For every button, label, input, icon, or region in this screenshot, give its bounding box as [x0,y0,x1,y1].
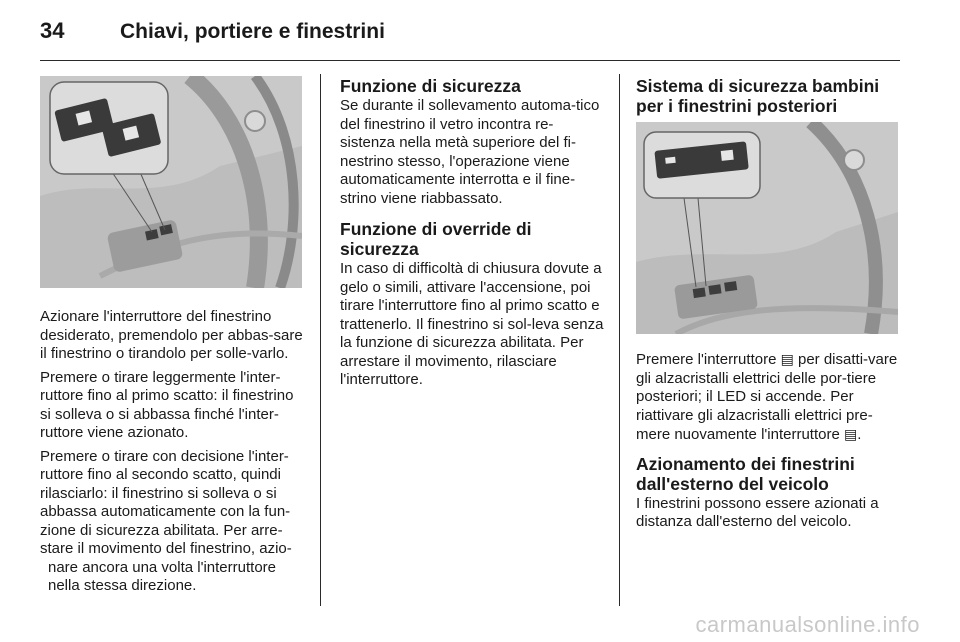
paragraph: I finestrini possono essere azionati a distanza dall'esterno del veicolo. [636,494,879,530]
chapter-title: Chiavi, portiere e finestrini [120,20,385,43]
child-lock-icon: ▤ [780,351,794,367]
text-line: abbassa automaticamente con la fun- [40,503,291,520]
text-line: stare il movimento del finestrino, azio- [40,540,292,557]
text-line: nare ancora una volta l'interruttore [48,558,276,576]
section-heading: Funzione di sicurezza [340,76,521,96]
text-span: Premere l'interruttore [636,351,781,368]
column-divider [619,74,620,606]
paragraph [40,448,305,596]
watermark: carmanualsonline.info [695,612,920,637]
section-heading: Funzione di override di sicurezza [340,219,532,259]
page-header [40,18,385,48]
paragraph: Azionare l'interruttore del finestrino desiderato, premendolo per abbas-sare il finestrino o tirandolo per solle-varlo. [40,308,303,362]
section-heading: Azionamento dei finestrini dall'esterno del veicolo [636,453,855,494]
page-number: 34 [40,18,65,43]
paragraph: In caso di difficoltà di chiusura dovute a gelo o simili, attivare l'accensione, poi tirare l'interruttore fino al primo scatto e trattenerlo. Il finestrino si sol-leva senza la funzione di sicurezza abilitata. Per arrestare il movimento, rilasciare l'interruttore. [340,260,604,388]
text-line: zione di sicurezza abilitata. Per arre- [40,521,283,539]
child-lock-switch-illustration [636,122,898,334]
column-2 [340,76,605,395]
section-heading: Sistema di sicurezza bambini per i finestrini posteriori [636,76,880,116]
text-line: ruttore fino al secondo scatto, quindi [40,466,281,483]
text-span: . [857,426,862,443]
child-lock-icon: ▤ [843,426,858,442]
column-1 [40,76,305,601]
paragraph: Se durante il sollevamento automa-tico del finestrino il vetro incontra re-sistenza nella metà superiore del fi-nestrino stesso, l'operazione viene automaticamente interrotta e il fine-strino viene riabbassato. [340,97,600,207]
paragraph [636,350,901,445]
column-3 [636,76,901,537]
door-switch-illustration [40,76,302,288]
text-line: rilasciarlo: il finestrino si solleva o si [40,484,277,502]
paragraph: Premere o tirare leggermente l'inter-ruttore fino al primo scatto: il finestrino si solleva o si abbassa finché l'inter-ruttore viene azionato. [40,368,294,441]
column-divider [320,74,321,606]
text-line: nella stessa direzione. [48,577,197,594]
header-rule [40,60,900,61]
text-line: Premere o tirare con decisione l'inter- [40,447,289,465]
text-span: per disatti-vare gli alzacristalli elettrici delle por-tiere posteriori; il LED si accende. Per riattivare gli alzacristalli elettrici pre-mere nuovamente l'interruttore [636,351,898,443]
